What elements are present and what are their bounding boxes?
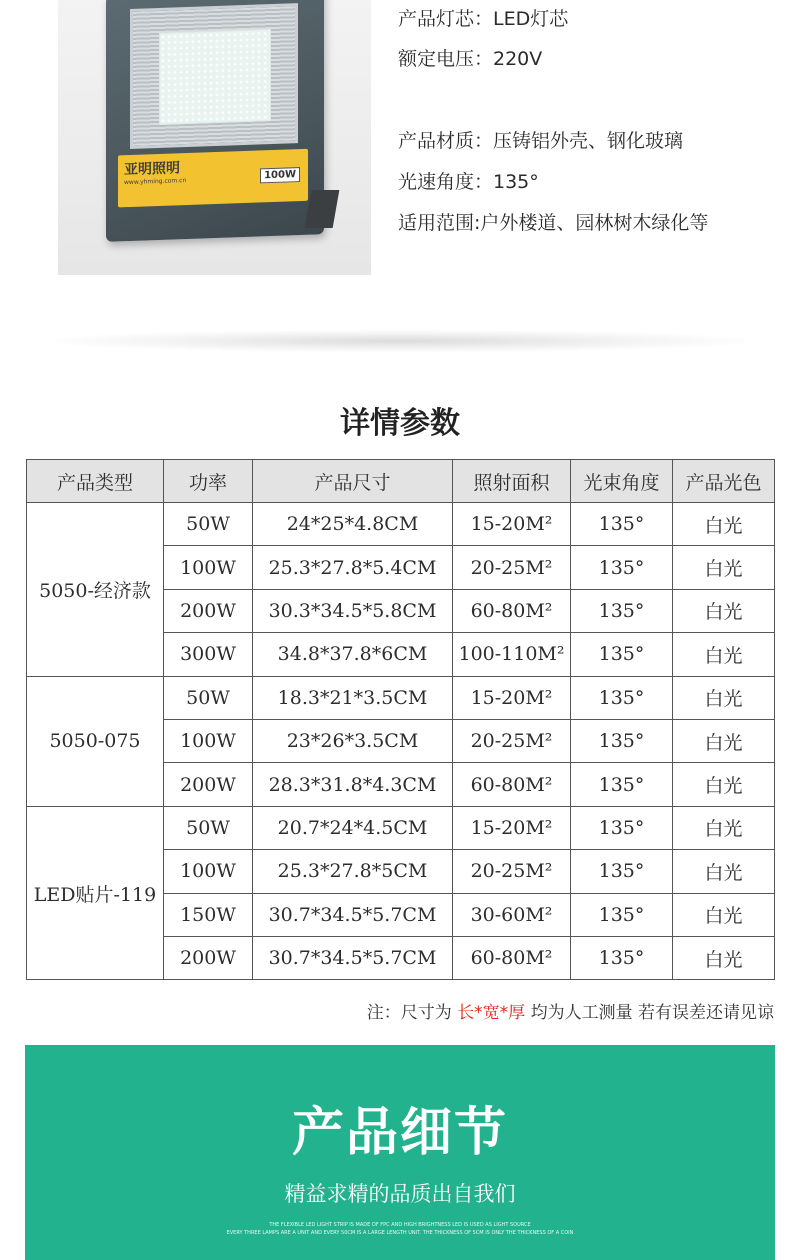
power-cell: 200W [164, 936, 253, 979]
beam-cell: 135° [571, 850, 673, 893]
beam-cell: 135° [571, 719, 673, 762]
lamp-reflector [130, 3, 298, 149]
detail-title: 产品细节 [291, 1103, 508, 1163]
size-cell: 24*25*4.8CM [253, 503, 453, 546]
area-cell: 20-25M² [453, 546, 571, 589]
lamp-label [118, 149, 308, 208]
detail-fine-print-1: THE FLEXIBLE LED LIGHT STRIP IS MADE OF FPC AND HIGH BRIGHTNESS LED IS USED AS LIGHT SOURCE [269, 1222, 531, 1228]
area-cell: 15-20M² [453, 503, 571, 546]
header-beam: 光束角度 [571, 460, 673, 503]
lamp-power-badge: 100W [260, 167, 300, 183]
color-cell: 白光 [673, 936, 775, 979]
beam-cell: 135° [571, 893, 673, 936]
spec-application: 适用范围:户外楼道、园林树木绿化等 [398, 212, 709, 234]
detail-banner [25, 1045, 775, 1260]
header-color: 产品光色 [673, 460, 775, 503]
power-cell: 100W [164, 719, 253, 762]
power-cell: 100W [164, 850, 253, 893]
detail-subtitle: 精益求精的品质出自我们 [284, 1182, 516, 1206]
floodlight-image [106, 0, 324, 242]
color-cell: 白光 [673, 763, 775, 806]
color-cell: 白光 [673, 633, 775, 676]
table-row [27, 676, 775, 719]
note-suffix: 均为人工测量 若有误差还请见谅 [525, 1003, 774, 1023]
section-title: 详情参数 [340, 406, 460, 441]
shadow-divider [55, 330, 745, 352]
beam-cell: 135° [571, 676, 673, 719]
size-cell: 23*26*3.5CM [253, 719, 453, 762]
type-cell: 5050-经济款 [27, 503, 164, 677]
size-cell: 34.8*37.8*6CM [253, 633, 453, 676]
color-cell: 白光 [673, 503, 775, 546]
beam-cell: 135° [571, 589, 673, 632]
beam-cell: 135° [571, 763, 673, 806]
color-cell: 白光 [673, 546, 775, 589]
color-cell: 白光 [673, 719, 775, 762]
spec-led-core: 产品灯芯：LED灯芯 [398, 8, 569, 30]
size-cell: 30.7*34.5*5.7CM [253, 936, 453, 979]
lamp-brand-text: 亚明照明 [124, 160, 180, 179]
spec-beam-angle: 光速角度：135° [398, 171, 539, 193]
power-cell: 50W [164, 676, 253, 719]
area-cell: 60-80M² [453, 763, 571, 806]
spec-voltage: 额定电压：220V [398, 48, 543, 70]
power-cell: 300W [164, 633, 253, 676]
area-cell: 60-80M² [453, 589, 571, 632]
lamp-url-text: www.yhming.com.cn [124, 177, 187, 187]
size-cell: 25.3*27.8*5.4CM [253, 546, 453, 589]
type-cell: 5050-075 [27, 676, 164, 806]
color-cell: 白光 [673, 893, 775, 936]
power-cell: 200W [164, 589, 253, 632]
power-cell: 200W [164, 763, 253, 806]
note-prefix: 注：尺寸为 [366, 1003, 458, 1023]
size-cell: 30.3*34.5*5.8CM [253, 589, 453, 632]
area-cell: 20-25M² [453, 850, 571, 893]
color-cell: 白光 [673, 806, 775, 849]
lamp-bracket [305, 190, 340, 228]
power-cell: 100W [164, 546, 253, 589]
type-cell: LED贴片-119 [27, 806, 164, 980]
header-area: 照射面积 [453, 460, 571, 503]
table-row [27, 503, 775, 546]
area-cell: 60-80M² [453, 936, 571, 979]
header-size: 产品尺寸 [253, 460, 453, 503]
product-photo [58, 0, 371, 275]
color-cell: 白光 [673, 850, 775, 893]
beam-cell: 135° [571, 633, 673, 676]
measurement-note [367, 998, 774, 1023]
size-cell: 20.7*24*4.5CM [253, 806, 453, 849]
beam-cell: 135° [571, 546, 673, 589]
power-cell: 50W [164, 503, 253, 546]
power-cell: 150W [164, 893, 253, 936]
detail-fine-print-2: EVERY THREE LAMPS ARE A UNIT AND EVERY 50CM IS A LARGE LENGTH UNIT. THE THICKNESS OF 5CM IS ONLY THE THICKNESS OF A COIN [226, 1230, 574, 1236]
power-cell: 50W [164, 806, 253, 849]
note-highlight: 长*宽*厚 [457, 1003, 526, 1023]
header-power: 功率 [164, 460, 253, 503]
spec-material: 产品材质：压铸铝外壳、钢化玻璃 [398, 130, 684, 152]
header-type: 产品类型 [27, 460, 164, 503]
area-cell: 15-20M² [453, 676, 571, 719]
led-array [159, 29, 271, 125]
size-cell: 25.3*27.8*5CM [253, 850, 453, 893]
area-cell: 100-110M² [453, 633, 571, 676]
size-cell: 18.3*21*3.5CM [253, 676, 453, 719]
beam-cell: 135° [571, 503, 673, 546]
beam-cell: 135° [571, 806, 673, 849]
spec-table [26, 459, 775, 980]
color-cell: 白光 [673, 676, 775, 719]
area-cell: 20-25M² [453, 719, 571, 762]
table-row [27, 806, 775, 849]
area-cell: 30-60M² [453, 893, 571, 936]
color-cell: 白光 [673, 589, 775, 632]
size-cell: 28.3*31.8*4.3CM [253, 763, 453, 806]
size-cell: 30.7*34.5*5.7CM [253, 893, 453, 936]
beam-cell: 135° [571, 936, 673, 979]
area-cell: 15-20M² [453, 806, 571, 849]
table-header-row [27, 460, 775, 503]
